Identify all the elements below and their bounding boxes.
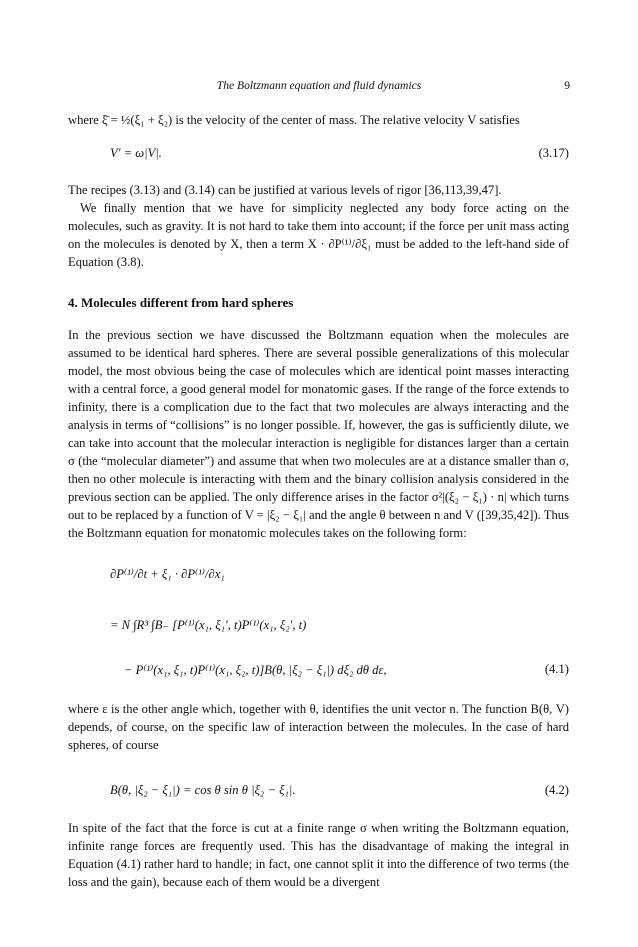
paragraph-center-of-mass: where ξ̄ = ½(ξ₁ + ξ₂) is the velocity of the center of mass. The relative velocity V satisfies (68, 113, 520, 127)
paragraph-body-force: We finally mention that we have for simplicity neglected any body force acting on the molecules, such as gravity. It is not hard to take them into account; if the force per unit mass acting on the molecules is denoted by X, then a term X · ∂P⁽¹⁾/∂ξ₁ must be added to the left-hand side of Equation (3.8). (68, 201, 569, 269)
equation-number-4-2: (4.2) (544, 783, 569, 797)
equation-4-2: B(θ, |ξ₂ − ξ₁|) = cos θ sin θ |ξ₂ − ξ₁|. (110, 783, 296, 797)
equation-4-1-line-1: ∂P⁽¹⁾/∂t + ξ₁ · ∂P⁽¹⁾/∂x₁ (110, 567, 225, 581)
paragraph-infinite-range: In spite of the fact that the force is cut at a finite range σ when writing the Boltzmann equation, infinite range forces are frequently used. This has the disadvantage of making the integral in Equation (4.1) rather hard to handle; in fact, one cannot split it into the difference of two terms (the loss and the gain), because each of them would be a divergent (68, 821, 569, 889)
paragraph-angle-epsilon: where ε is the other angle which, together with θ, identifies the unit vector n. The function B(θ, V) depends, of course, on the specific law of interaction between the molecules. In the case of hard spheres, of course (68, 702, 569, 752)
running-title: The Boltzmann equation and fluid dynamics (216, 79, 422, 92)
running-header (68, 79, 570, 95)
equation-number-4-1: (4.1) (544, 662, 569, 676)
paragraph-molecular-model: In the previous section we have discussed the Boltzmann equation when the molecules are assumed to be identical hard spheres. There are several possible generalizations of this molecular model, the most obvious being the case of molecules which are identical point masses interacting with a central force, a good general model for monatomic gases. If the range of the force extends to infinity, there is a complication due to the fact that two molecules are always interacting and the analysis in terms of “collisions” is no longer possible. If, however, the gas is sufficiently dilute, we can take into account that the molecular interaction is negligible for distances larger than a certain σ (the “molecular diameter”) and assume that when two molecules are at a distance smaller than σ, then no other molecule is interacting with them and the binary collision analysis considered in the previous section can be applied. The only difference arises in the factor σ²|(ξ₂ − ξ₁) · n| which turns out to be replaced by a function of V = |ξ₂ − ξ₁| and the angle θ between n and V ([39,35,42]). Thus the Boltzmann equation for monatomic molecules takes on the following form: (68, 328, 569, 540)
equation-number-3-17: (3.17) (538, 146, 569, 160)
equation-3-17: V′ = ω|V|. (110, 146, 162, 160)
page-number: 9 (564, 79, 570, 92)
equation-4-1-line-3: − P⁽¹⁾(x₁, ξ₁, t)P⁽¹⁾(x₁, ξ₂, t)]B(θ, |ξ₂ − ξ₁|) dξ₂ dθ dε, (124, 663, 387, 677)
paragraph-recipes: The recipes (3.13) and (3.14) can be justified at various levels of rigor [36,113,39,47]. (68, 183, 502, 197)
equation-4-1-line-2: = N ∫R³ ∫B₋ [P⁽¹⁾(x₁, ξ₁′, t)P⁽¹⁾(x₁, ξ₂′, t) (110, 618, 307, 632)
section-heading: 4. Molecules different from hard spheres (68, 295, 294, 310)
